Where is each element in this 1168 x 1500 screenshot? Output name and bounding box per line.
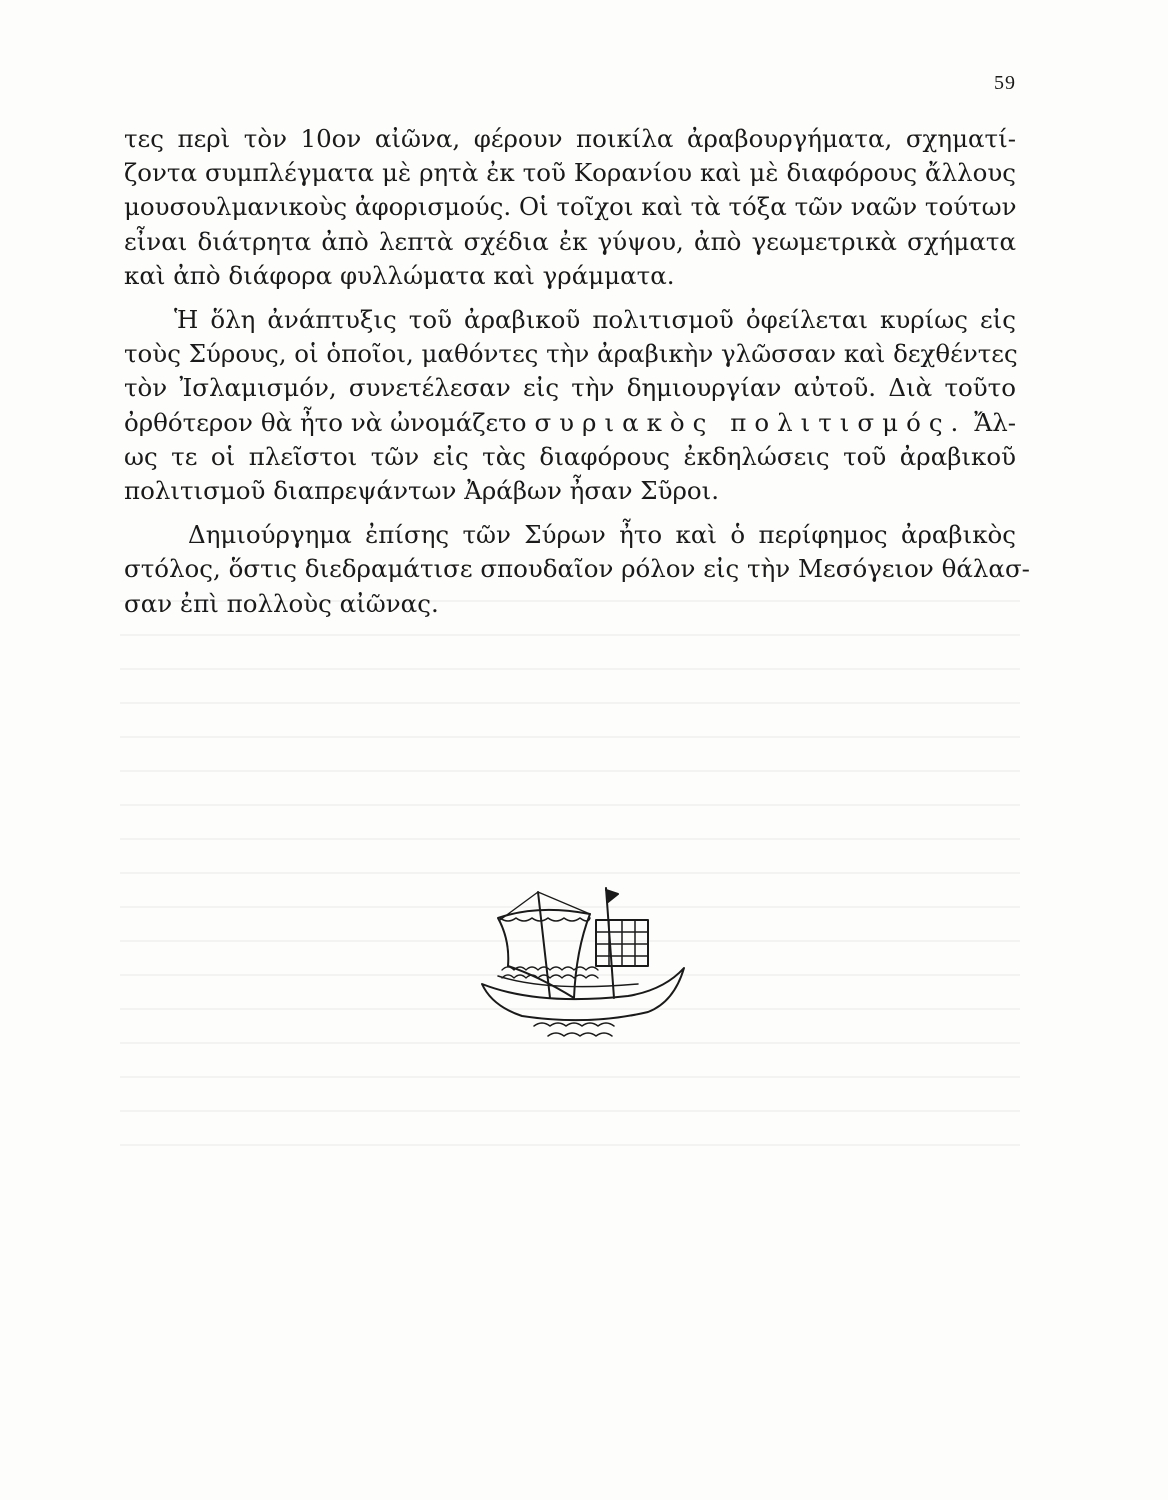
text-line: σαν ἐπὶ πολλοὺς αἰῶνας. <box>124 588 439 618</box>
text-line: τοὺς Σύρους, οἱ ὁποῖοι, μαθόντες τὴν ἀραβικὴν γλῶσσαν καὶ δεχθέντες <box>124 339 1018 369</box>
text-line: πολιτισμοῦ διαπρεψάντων Ἀράβων ἦσαν Σῦροι. <box>124 476 720 506</box>
text-line: στόλος, ὅστις διεδραμάτισε σπουδαῖον ρόλον εἰς τὴν Μεσόγειον θάλασ- <box>124 554 1030 584</box>
text-line: τες περὶ τὸν 10ον αἰῶνα, φέρουν ποικίλα ἀραβουργήματα, σχηματί- <box>124 124 1016 153</box>
text-line: ζοντα συμπλέγματα μὲ ρητὰ ἐκ τοῦ Κορανίου καὶ μὲ διαφόρους ἄλλους <box>124 158 1016 188</box>
text-line: Ἡ ὅλη ἀνάπτυξις τοῦ ἀραβικοῦ πολιτισμοῦ ὀφείλεται κυρίως εἰς <box>174 305 1016 335</box>
text-line: εἶναι διάτρητα ἀπὸ λεπτὰ σχέδια ἐκ γύψου, ἀπὸ γεωμετρικὰ σχήματα <box>124 226 1016 256</box>
paragraph-2 <box>124 303 1016 508</box>
body-text <box>124 122 1030 621</box>
page-number: 59 <box>994 72 1016 94</box>
text-line: τὸν Ἰσλαμισμόν, συνετέλεσαν εἰς τὴν δημιουργίαν αὐτοῦ. Διὰ τοῦτο <box>124 373 1016 403</box>
sailing-ship-icon <box>478 880 690 1040</box>
spaced-phrase: συριακὸς πολιτισμός. <box>534 407 967 437</box>
text-line: μουσουλμανικοὺς ἀφορισμούς. Οἱ τοῖχοι καὶ τὰ τόξα τῶν ναῶν τούτων <box>124 192 1017 222</box>
text-line: ως τε οἱ πλεῖστοι τῶν εἰς τὰς διαφόρους ἐκδηλώσεις τοῦ ἀραβικοῦ <box>124 441 1016 471</box>
line-start: ὀρθότερον θὰ ἦτο νὰ ὠνομάζετο <box>124 407 527 437</box>
paragraph-3 <box>124 518 1030 621</box>
line-tail: Ἄλ- <box>974 407 1017 437</box>
ship-mast <box>606 888 614 998</box>
text-line-with-spaced-phrase <box>124 406 1016 440</box>
ship-flag <box>606 890 618 902</box>
paragraph-1 <box>124 122 1016 293</box>
text-line: Δημιούργημα ἐπίσης τῶν Σύρων ἦτο καὶ ὁ περίφημος ἀραβικὸς <box>188 520 1016 550</box>
text-line: καὶ ἀπὸ διάφορα φυλλώματα καὶ γράμματα. <box>124 260 675 290</box>
ship-waves <box>534 1023 614 1026</box>
